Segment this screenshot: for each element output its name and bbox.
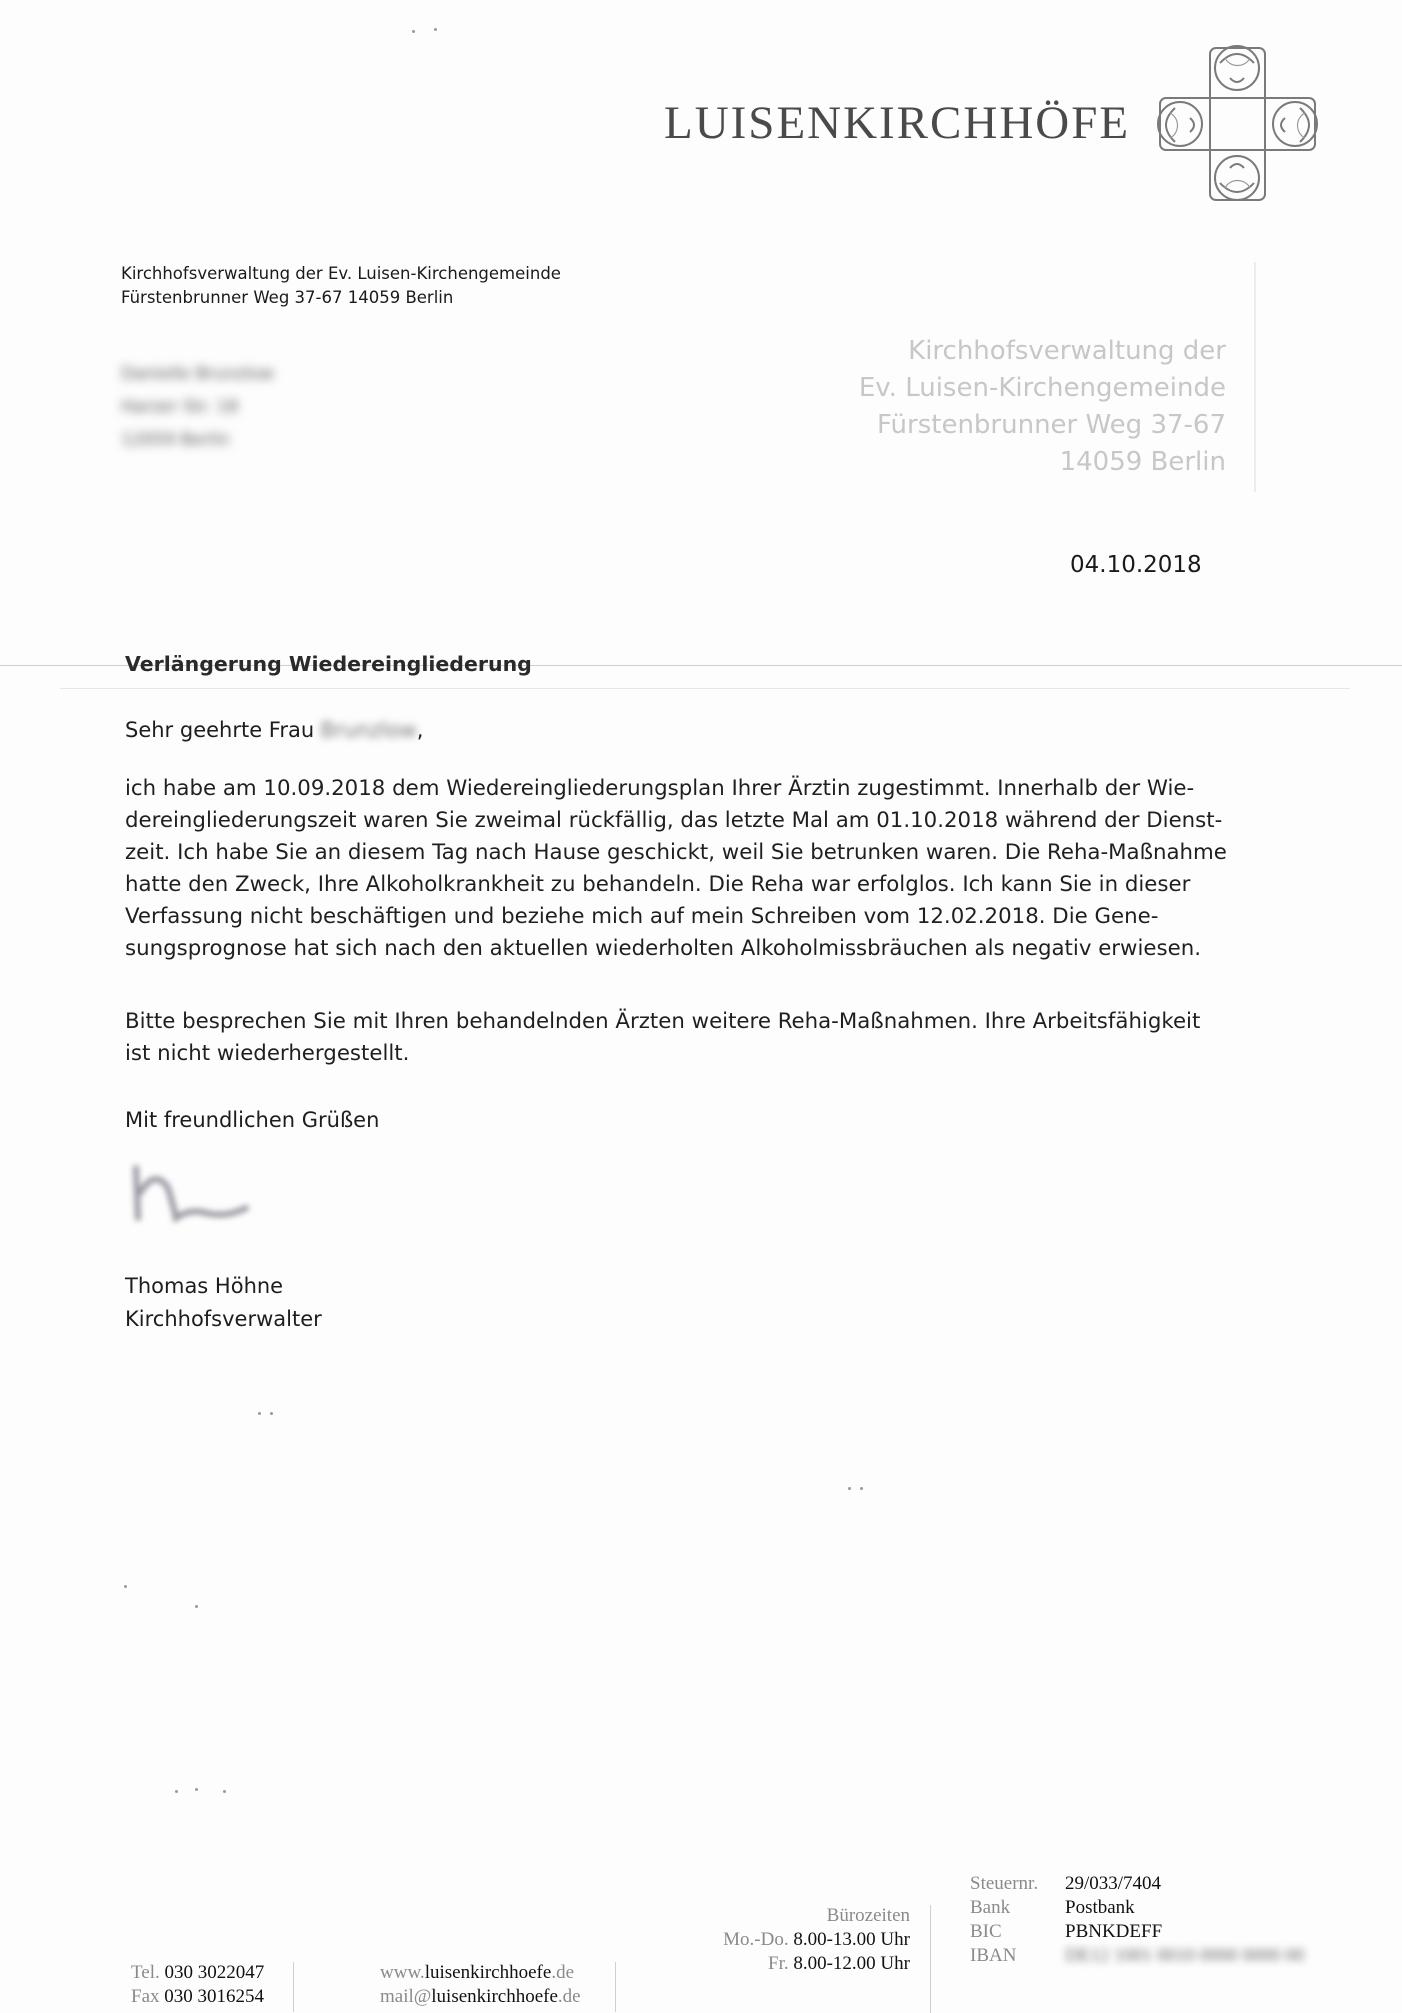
salutation-name-redacted: Brunzlow: [320, 718, 417, 742]
salutation: [125, 718, 423, 742]
scan-speck: [860, 1487, 863, 1490]
bic-value: PBNKDEFF: [1065, 1921, 1163, 1942]
scan-speck: [848, 1487, 851, 1490]
footer-bank-details: [970, 1872, 1304, 1968]
sender-address: [121, 262, 561, 310]
iban-value-redacted: DE12 1001 0010 0000 0000 00: [1065, 1945, 1305, 1966]
fax-label: Fax: [131, 1986, 160, 2007]
hours2-value: 8.00-12.00 Uhr: [793, 1953, 910, 1974]
sender-line-2: Fürstenbrunner Weg 37-67 14059 Berlin: [121, 288, 454, 307]
scan-speck: [195, 1788, 198, 1791]
footer-office-hours: [690, 1904, 910, 1976]
signer-block: [125, 1270, 322, 1336]
paper-fold-shadow: [60, 688, 1350, 689]
mail-domain[interactable]: luisenkirchhoefe: [431, 1986, 558, 2007]
tel-number: 030 3022047: [164, 1962, 265, 1983]
body-p1-line: dereingliederungszeit waren Sie zweimal rückfällig, das letzte Mal am 01.10.2018 während der Dienst-: [125, 808, 1223, 833]
web-tld: .de: [551, 1962, 574, 1983]
bank-label: Bank: [970, 1897, 1011, 1918]
signer-title: Kirchhofsverwalter: [125, 1307, 322, 1331]
scan-speck: [270, 1412, 273, 1415]
body-p2-line: Bitte besprechen Sie mit Ihren behandelnden Ärzten weitere Reha-Maßnahmen. Ihre Arbeitsfähigkeit: [125, 1009, 1201, 1034]
footer-contact: [131, 1961, 264, 2009]
recipient-line-2: Harzer Str. 18: [121, 397, 239, 417]
letter-subject: Verlängerung Wiedereingliederung: [125, 652, 532, 676]
steuer-value: 29/033/7404: [1065, 1873, 1162, 1894]
ornamental-cross-logo: [1150, 38, 1325, 210]
tel-label: Tel.: [131, 1962, 160, 1983]
closing-phrase: Mit freundlichen Grüßen: [125, 1108, 380, 1132]
hours-title: Bürozeiten: [826, 1905, 910, 1926]
scan-speck: [412, 30, 415, 33]
letter-date: 04.10.2018: [1070, 552, 1202, 578]
scan-speck: [434, 28, 437, 31]
recipient-line-3: 12059 Berlin: [121, 430, 230, 450]
stamp-border: [1254, 262, 1256, 492]
body-paragraph-2: [125, 1006, 1205, 1070]
signer-name: Thomas Höhne: [125, 1274, 284, 1298]
salutation-text: Sehr geehrte Frau: [125, 718, 315, 742]
recipient-line-1: Danielle Brunzlow: [121, 364, 274, 384]
handwritten-signature: [128, 1158, 288, 1238]
body-paragraph-1: [125, 773, 1227, 965]
stamp-line-1: Kirchhofsverwaltung der: [908, 336, 1226, 366]
steuer-label: Steuernr.: [970, 1873, 1039, 1894]
logo-wordmark: LUISENKIRCHHÖFE: [664, 97, 1131, 149]
scan-speck: [124, 1585, 127, 1588]
body-p1-line: zeit. Ich habe Sie an diesem Tag nach Hause geschickt, weil Sie betrunken waren. Die Reha-Maßnahme: [125, 840, 1227, 865]
body-p1-line: ich habe am 10.09.2018 dem Wiedereingliederungsplan Ihrer Ärztin zugestimmt. Innerhalb der Wie-: [125, 776, 1195, 801]
body-p1-line: hatte den Zweck, Ihre Alkoholkrankheit zu behandeln. Die Reha war erfolglos. Ich kann Sie in dieser: [125, 872, 1191, 897]
body-p2-line: ist nicht wiederhergestellt.: [125, 1041, 410, 1066]
web-domain[interactable]: luisenkirchhoefe: [424, 1962, 552, 1983]
fax-number: 030 3016254: [164, 1986, 264, 2007]
iban-label: IBAN: [970, 1945, 1017, 1966]
footer-divider: [930, 1905, 931, 2013]
web-prefix: www.: [380, 1962, 425, 1983]
hours1-label: Mo.-Do.: [723, 1929, 789, 1950]
mail-tld: .de: [557, 1986, 581, 2007]
office-stamp: [820, 333, 1226, 481]
hours1-value: 8.00-13.00 Uhr: [793, 1929, 910, 1950]
scan-speck: [223, 1790, 226, 1793]
stamp-line-3: Fürstenbrunner Weg 37-67: [877, 410, 1226, 440]
recipient-address-redacted: [121, 358, 274, 457]
mail-prefix: mail@: [380, 1986, 432, 2007]
sender-line-1: Kirchhofsverwaltung der Ev. Luisen-Kirchengemeinde: [121, 264, 561, 283]
stamp-line-4: 14059 Berlin: [1059, 447, 1226, 477]
scan-speck: [258, 1412, 261, 1415]
bic-label: BIC: [970, 1921, 1002, 1942]
hours2-label: Fr.: [768, 1953, 789, 1974]
stamp-line-2: Ev. Luisen-Kirchengemeinde: [858, 373, 1226, 403]
footer-divider: [615, 1962, 616, 2012]
footer-web: [380, 1961, 581, 2009]
body-p1-line: Verfassung nicht beschäftigen und beziehe mich auf mein Schreiben vom 12.02.2018. Die Gene-: [125, 904, 1159, 929]
scan-speck: [175, 1790, 178, 1793]
body-p1-line: sungsprognose hat sich nach den aktuellen wiederholten Alkoholmissbräuchen als negativ erwiesen.: [125, 936, 1201, 961]
scan-speck: [195, 1605, 198, 1608]
footer-divider: [293, 1962, 294, 2012]
bank-value: Postbank: [1065, 1897, 1135, 1918]
salutation-comma: ,: [416, 718, 424, 742]
